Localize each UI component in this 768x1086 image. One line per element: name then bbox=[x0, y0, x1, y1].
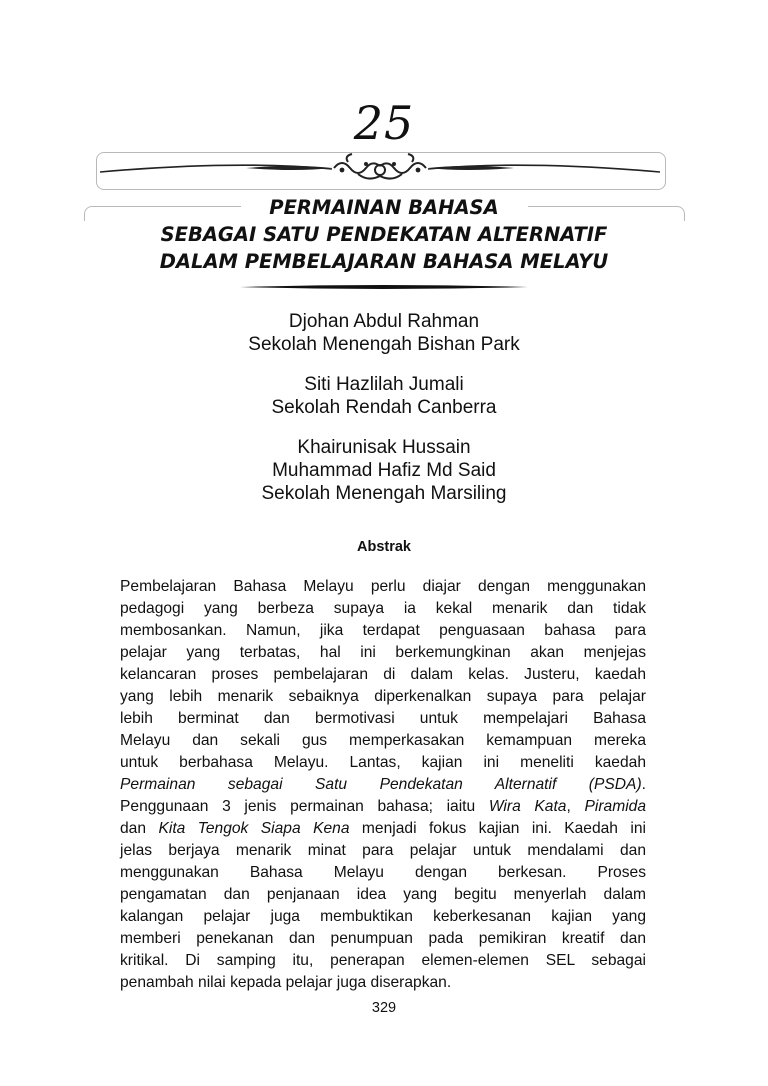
page-number: 329 bbox=[371, 1000, 397, 1016]
abstract-line: penambah nilai kepada pelajar juga diserapkan. bbox=[120, 974, 452, 991]
abstract-line: membosankan. Namun, jika terdapat penguasaan bahasa para bbox=[120, 622, 646, 639]
ornament-divider bbox=[96, 150, 664, 190]
author-group bbox=[0, 436, 768, 505]
title-line: PERMAINAN BAHASA bbox=[269, 196, 499, 219]
title-divider bbox=[240, 282, 528, 292]
abstract-line: Melayu dan sekali gus memperkasakan kemampuan mereka bbox=[120, 732, 646, 749]
author-group bbox=[0, 373, 768, 419]
abstract-line: menggunakan Bahasa Melayu dengan berkesan. Proses bbox=[120, 864, 646, 881]
chapter-number: 25 bbox=[353, 96, 415, 150]
abstract-line: kalangan pelajar juga membuktikan keberkesanan kajian yang bbox=[120, 908, 646, 925]
author-group bbox=[0, 310, 768, 356]
chapter-title bbox=[0, 194, 768, 275]
abstract-line: kelancaran proses pembelajaran di dalam kelas. Justeru, kaedah bbox=[120, 666, 646, 683]
author-name: Muhammad Hafiz Md Said bbox=[272, 460, 496, 481]
author-school: Sekolah Menengah Marsiling bbox=[261, 483, 507, 504]
abstract-line: pelajar yang terbatas, hal ini berkemungkinan akan menjejas bbox=[120, 644, 646, 661]
author-list bbox=[0, 310, 768, 522]
abstract-line: dan Kita Tengok Siapa Kena menjadi fokus kajian ini. Kaedah ini bbox=[120, 820, 646, 837]
author-school: Sekolah Rendah Canberra bbox=[271, 397, 497, 418]
abstract-line: pedagogi yang berbeza supaya ia kekal menarik dan tidak bbox=[120, 600, 646, 617]
abstract-line: jelas berjaya menarik minat para pelajar untuk mendalami dan bbox=[120, 842, 646, 859]
abstract-body bbox=[120, 576, 646, 994]
abstract-line: kritikal. Di samping itu, penerapan elemen-elemen SEL sebagai bbox=[120, 952, 646, 969]
abstract-line: pengamatan dan penjanaan idea yang begitu menyerlah dalam bbox=[120, 886, 646, 903]
abstract-line: Permainan sebagai Satu Pendekatan Alternatif (PSDA). bbox=[120, 776, 646, 793]
title-line: DALAM PEMBELAJARAN BAHASA MELAYU bbox=[159, 250, 609, 273]
abstract-heading: Abstrak bbox=[357, 539, 411, 555]
abstract-line: lebih berminat dan bermotivasi untuk mempelajari Bahasa bbox=[120, 710, 646, 727]
abstract-line: memberi penekanan dan penumpuan pada pemikiran kreatif dan bbox=[120, 930, 646, 947]
abstract-line: Penggunaan 3 jenis permainan bahasa; iaitu Wira Kata, Piramida bbox=[120, 798, 646, 815]
title-line: SEBAGAI SATU PENDEKATAN ALTERNATIF bbox=[160, 223, 608, 246]
author-name: Khairunisak Hussain bbox=[297, 437, 471, 458]
author-school: Sekolah Menengah Bishan Park bbox=[248, 334, 520, 355]
abstract-line: Pembelajaran Bahasa Melayu perlu diajar dengan menggunakan bbox=[120, 578, 646, 595]
abstract-line: untuk berbahasa Melayu. Lantas, kajian ini meneliti kaedah bbox=[120, 754, 646, 771]
author-name: Djohan Abdul Rahman bbox=[288, 311, 480, 332]
author-name: Siti Hazlilah Jumali bbox=[304, 374, 464, 395]
abstract-line: yang lebih menarik sebaiknya diperkenalkan supaya para pelajar bbox=[120, 688, 646, 705]
